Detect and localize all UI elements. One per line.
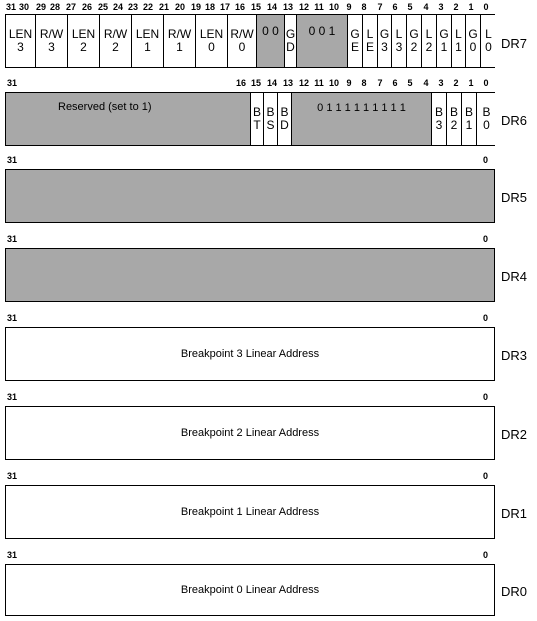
dr7-field xyxy=(422,15,437,67)
dr7-bit-number: 15 xyxy=(250,2,261,12)
dr7-bit-number: 16 xyxy=(234,2,245,12)
dr7-field-line1: LEN xyxy=(8,27,33,41)
dr7-bit-number: 0 xyxy=(483,2,489,12)
dr2-register xyxy=(5,406,495,460)
dr7-label: DR7 xyxy=(501,36,528,51)
dr6-field-line1: B xyxy=(482,105,491,119)
dr7-field-line2: 0 xyxy=(469,40,477,54)
dr7-field-line1: LEN xyxy=(199,27,224,41)
dr6-field xyxy=(462,93,477,145)
dr6-field xyxy=(447,93,462,145)
dr7-field-line1: LEN xyxy=(71,27,96,41)
dr0-bit-numbers xyxy=(0,550,500,562)
dr0-label: DR0 xyxy=(501,584,528,599)
dr7-field xyxy=(437,15,452,67)
dr7-bit-number: 5 xyxy=(407,2,413,12)
dr6-field xyxy=(278,93,292,145)
dr3-bit-0: 0 xyxy=(483,313,489,323)
dr2-bit-0: 0 xyxy=(483,392,489,402)
dr6-field-line2: 0 xyxy=(483,118,490,132)
dr7-bit-number: 12 xyxy=(298,2,309,12)
dr7-field xyxy=(363,15,378,67)
dr7-field-line1: R/W xyxy=(167,27,192,41)
dr7-field-line2: 1 xyxy=(144,40,151,54)
dr2-bit-31: 31 xyxy=(7,392,18,402)
dr1-bit-numbers xyxy=(0,471,500,483)
dr7-field-line2: 0 xyxy=(485,40,492,54)
dr6-field xyxy=(477,93,496,145)
dr6-field xyxy=(432,93,447,145)
dr7-bit-numbers xyxy=(0,2,500,14)
dr6-bit-number: 8 xyxy=(361,78,367,88)
dr7-bit-number: 13 xyxy=(282,2,293,12)
dr1-bit-0: 0 xyxy=(483,471,489,481)
dr7-field xyxy=(100,15,132,67)
dr6-field-line2: D xyxy=(280,118,289,132)
dr0-bit-31: 31 xyxy=(7,550,18,560)
dr5-register xyxy=(5,169,495,223)
dr7-field-line1: G xyxy=(285,27,296,41)
dr7-bit-number: 9 xyxy=(346,2,352,12)
dr7-field xyxy=(481,15,496,67)
dr3-bit-numbers xyxy=(0,313,500,325)
dr6-bit-number: 3 xyxy=(438,78,444,88)
dr7-register xyxy=(5,14,495,68)
dr7-bit-number: 31 xyxy=(5,2,16,12)
dr7-bit-number: 19 xyxy=(190,2,201,12)
dr7-bit-number: 27 xyxy=(65,2,76,12)
dr7-bit-number: 1 xyxy=(468,2,474,12)
dr7-bit-number: 7 xyxy=(377,2,383,12)
dr6-reserved-text: Reserved (set to 1) xyxy=(58,101,152,113)
dr6-bit-number: 12 xyxy=(298,78,309,88)
dr6-field-line1: 0 1 1 1 1 1 1 1 1 1 xyxy=(317,102,406,114)
dr7-field xyxy=(452,15,466,67)
dr7-field-line2: E xyxy=(365,40,374,54)
dr7-bit-number: 14 xyxy=(266,2,277,12)
dr7-bit-number: 23 xyxy=(127,2,138,12)
dr6-field-line1: B xyxy=(252,105,261,119)
dr6-field-line2: 3 xyxy=(435,118,443,132)
dr7-field-line1: G xyxy=(468,27,478,41)
dr6-bit-31: 31 xyxy=(7,78,18,88)
dr7-field-line2: D xyxy=(286,40,295,54)
dr4-bit-numbers xyxy=(0,234,500,246)
dr7-field xyxy=(132,15,164,67)
dr7-field-line2: 3 xyxy=(381,40,388,54)
dr4-bit-31: 31 xyxy=(7,234,18,244)
dr6-bit-16: 16 xyxy=(236,78,247,88)
dr6-bit-number: 5 xyxy=(407,78,413,88)
dr7-field xyxy=(297,15,348,67)
dr7-field-line2: 1 xyxy=(440,40,448,54)
dr7-field-line2: 3 xyxy=(17,40,24,54)
dr6-bit-number: 13 xyxy=(282,78,293,88)
dr6-field-line1: B xyxy=(280,105,289,119)
dr7-field-line1: L xyxy=(455,27,462,41)
dr6-bit-number: 1 xyxy=(468,78,474,88)
dr7-bit-number: 25 xyxy=(97,2,108,12)
dr6-label: DR6 xyxy=(501,113,528,128)
dr3-label: DR3 xyxy=(501,348,528,363)
dr7-field-line1: R/W xyxy=(103,27,128,41)
dr4-label: DR4 xyxy=(501,269,528,284)
dr7-field-line1: 0 0 xyxy=(262,24,279,38)
dr6-bit-number: 7 xyxy=(377,78,383,88)
dr1-row xyxy=(0,471,537,543)
dr7-field xyxy=(68,15,100,67)
dr6-bit-number: 14 xyxy=(266,78,277,88)
dr6-bit-number: 2 xyxy=(453,78,459,88)
dr6-field xyxy=(292,93,432,145)
dr7-bit-number: 28 xyxy=(49,2,60,12)
dr7-bit-number: 10 xyxy=(328,2,339,12)
dr1-register xyxy=(5,485,495,539)
dr0-register xyxy=(5,564,495,616)
dr6-field-line1: B xyxy=(434,105,443,119)
dr6-bit-number: 6 xyxy=(392,78,398,88)
dr7-bit-number: 26 xyxy=(81,2,92,12)
dr3-register xyxy=(5,327,495,381)
dr7-field-line2: 3 xyxy=(395,40,403,54)
dr7-field xyxy=(257,15,285,67)
dr7-field-line2: 0 xyxy=(208,40,215,54)
dr7-field xyxy=(466,15,481,67)
dr1-bit-31: 31 xyxy=(7,471,18,481)
dr7-field-line2: 2 xyxy=(112,40,119,54)
dr7-field-line1: L xyxy=(366,27,374,41)
dr7-field xyxy=(36,15,68,67)
dr7-field xyxy=(6,15,36,67)
dr5-label: DR5 xyxy=(501,190,528,205)
dr7-bit-number: 17 xyxy=(219,2,230,12)
dr3-text: Breakpoint 3 Linear Address xyxy=(180,348,320,360)
dr7-field-line2: 3 xyxy=(48,40,55,54)
dr6-bit-number: 11 xyxy=(314,78,324,88)
dr7-field-line1: G xyxy=(409,27,419,41)
dr2-text: Breakpoint 2 Linear Address xyxy=(180,427,320,439)
dr7-field-line1: L xyxy=(395,27,403,41)
dr7-field-line1: 0 0 1 xyxy=(308,24,336,38)
dr7-bit-number: 11 xyxy=(314,2,324,12)
dr7-field-line2: E xyxy=(350,40,359,54)
dr7-field xyxy=(285,15,297,67)
dr7-row xyxy=(0,2,537,68)
dr7-field-line2: 1 xyxy=(455,40,462,54)
dr7-bit-number: 22 xyxy=(142,2,153,12)
dr6-bit-numbers xyxy=(0,78,500,90)
dr4-row xyxy=(0,234,537,306)
dr6-field-line2: 1 xyxy=(465,118,473,132)
dr7-bit-number: 20 xyxy=(174,2,185,12)
dr7-field xyxy=(164,15,196,67)
dr7-bit-number: 6 xyxy=(392,2,398,12)
dr6-field-line1: B xyxy=(464,105,473,119)
dr6-register xyxy=(5,92,495,146)
dr6-field xyxy=(264,93,278,145)
dr0-row xyxy=(0,550,537,620)
dr7-field-line1: G xyxy=(439,27,449,41)
dr6-field-line2: T xyxy=(253,118,261,132)
dr2-bit-numbers xyxy=(0,392,500,404)
dr7-bit-number: 30 xyxy=(18,2,29,12)
dr7-field-line2: 2 xyxy=(80,40,87,54)
dr1-text: Breakpoint 1 Linear Address xyxy=(180,506,320,518)
dr7-field-line1: L xyxy=(485,27,492,41)
dr7-field-line2: 2 xyxy=(425,40,433,54)
dr6-bit-number: 9 xyxy=(346,78,352,88)
dr6-field xyxy=(250,93,264,145)
dr7-field xyxy=(378,15,392,67)
dr7-bit-number: 21 xyxy=(158,2,169,12)
dr0-text: Breakpoint 0 Linear Address xyxy=(180,584,320,596)
dr7-field-line2: 0 xyxy=(238,40,246,54)
dr7-field xyxy=(392,15,407,67)
dr3-bit-31: 31 xyxy=(7,313,18,323)
dr7-field xyxy=(407,15,422,67)
dr7-field xyxy=(196,15,228,67)
dr7-field-line1: LEN xyxy=(135,27,160,41)
dr5-bit-0: 0 xyxy=(483,155,489,165)
dr7-field-line1: L xyxy=(425,27,433,41)
dr5-row xyxy=(0,155,537,227)
dr7-bit-number: 4 xyxy=(423,2,429,12)
dr7-field-line1: G xyxy=(350,27,360,41)
dr4-register xyxy=(5,248,495,302)
dr6-field-line2: S xyxy=(266,118,275,132)
dr2-label: DR2 xyxy=(501,427,528,442)
dr7-field-line2: 2 xyxy=(410,40,418,54)
dr2-row xyxy=(0,392,537,464)
dr6-bit-number: 4 xyxy=(423,78,429,88)
dr7-bit-number: 3 xyxy=(438,2,444,12)
dr7-bit-number: 2 xyxy=(453,2,459,12)
dr7-bit-number: 18 xyxy=(204,2,215,12)
dr6-bit-number: 10 xyxy=(328,78,339,88)
dr6-row xyxy=(0,78,537,148)
dr7-bit-number: 8 xyxy=(361,2,367,12)
dr7-field-line1: R/W xyxy=(230,27,254,41)
dr7-field xyxy=(348,15,363,67)
dr6-field-line1: B xyxy=(449,105,458,119)
dr7-bit-number: 29 xyxy=(35,2,46,12)
dr5-bit-numbers xyxy=(0,155,500,167)
dr6-bit-number: 15 xyxy=(250,78,261,88)
dr7-field-line1: R/W xyxy=(39,27,64,41)
dr0-bit-0: 0 xyxy=(483,550,489,560)
dr7-field xyxy=(228,15,257,67)
dr1-label: DR1 xyxy=(501,506,528,521)
dr6-field-line1: B xyxy=(266,105,275,119)
dr7-field-line1: G xyxy=(379,27,390,41)
dr6-bit-number: 0 xyxy=(483,78,489,88)
dr5-bit-31: 31 xyxy=(7,155,18,165)
dr4-bit-0: 0 xyxy=(483,234,489,244)
dr7-field-line2: 1 xyxy=(176,40,183,54)
dr7-bit-number: 24 xyxy=(112,2,123,12)
dr6-field-line2: 2 xyxy=(450,118,458,132)
dr3-row xyxy=(0,313,537,385)
